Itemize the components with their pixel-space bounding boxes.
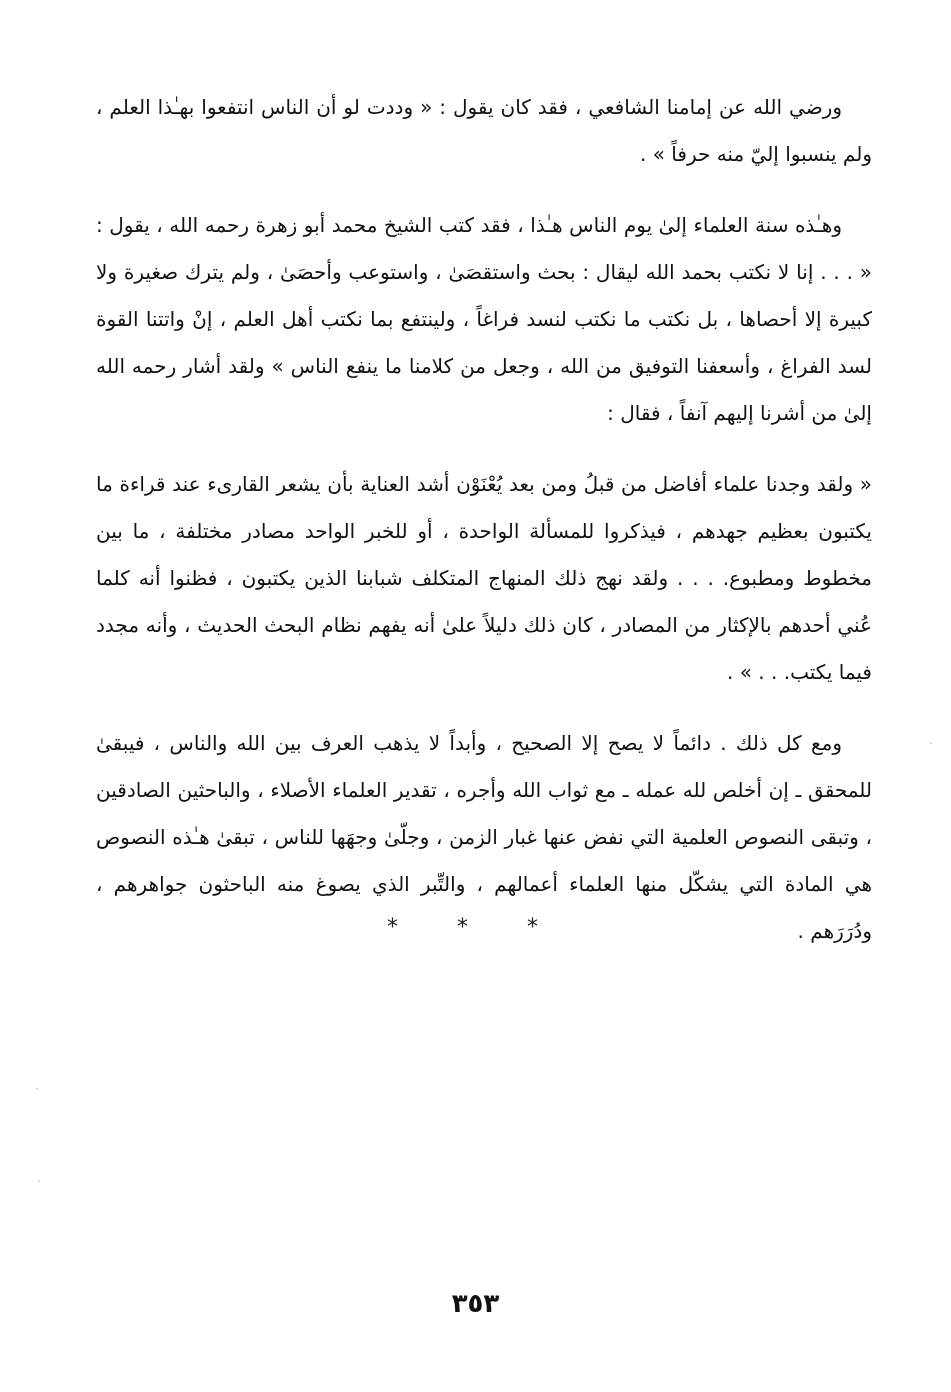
page-number: ٣٥٣: [451, 1289, 500, 1319]
paragraph-4: ومع كل ذلك . دائماً لا يصح إلا الصحيح ، وأبداً لا يذهب العرف بين الله والناس ، فيبقىٰ للمحقق ـ إن أخلص لله عمله ـ مع ثواب الله وأجره ، تقدير العلماء الأصلاء ، والباحثين الصادقين ، وتبقى النصوص العلمية التي نفض عنها غبار الزمن ، وجلّىٰ وجهَها للناس ، تبقىٰ هـٰذه النصوص هي المادة التي يشكّل منها العلماء أعمالهم ، والتِّبر الذي يصوغ منه الباحثون جواهرهم ، ودُرَرَهم .: [96, 731, 872, 943]
paragraph-3-quote: « ولقد وجدنا علماء أفاضل من قبلُ ومن بعد يُعْنَوْن أشد العناية بأن يشعر القارىء عند قراءة ما يكتبون بعظيم جهدهم ، فيذكروا للمسألة الواحدة ، أو للخبر الواحد مصادر مختلفة ، ما بين مخطوط ومطبوع. . . . ولقد نهج ذلك المنهاج المتكلف شبابنا الذين يكتبون ، فظنوا أنه كلما عُني أحدهم بالإكثار من المصادر ، كان ذلك دليلاً علىٰ أنه يفهم نظام البحث الحديث ، وأنه مجدد فيما يكتب. . . » .: [96, 472, 872, 684]
scan-speck: [38, 1180, 40, 1182]
scan-speck: [36, 1088, 38, 1090]
paragraph-1: ورضي الله عن إمامنا الشافعي ، فقد كان يقول : « وددت لو أن الناس انتفعوا بهـٰذا العلم ، ولم ينسبوا إليّ منه حرفاً » .: [96, 95, 872, 166]
paragraph-2: وهـٰذه سنة العلماء إلىٰ يوم الناس هـٰذا ، فقد كتب الشيخ محمد أبو زهرة رحمه الله ، يقول : « . . . إنا لا نكتب بحمد الله ليقال : بحث واستقصَىٰ ، واستوعب وأحصَىٰ ، ولم يترك صغيرة ولا كبيرة إلا أحصاها ، بل نكتب ما نكتب لنسد فراغاً ، ولينتفع بما نكتب أهل العلم ، إنْ واتتنا القوة لسد الفراغ ، وأسعفنا التوفيق من الله ، وجعل من كلامنا ما ينفع الناس » ولقد أشار رحمه الله إلىٰ من أشرنا إليهم آنفاً ، فقال :: [96, 213, 872, 425]
scan-speck: [930, 742, 932, 744]
section-divider: * * *: [387, 915, 564, 940]
body-text: [96, 84, 872, 979]
